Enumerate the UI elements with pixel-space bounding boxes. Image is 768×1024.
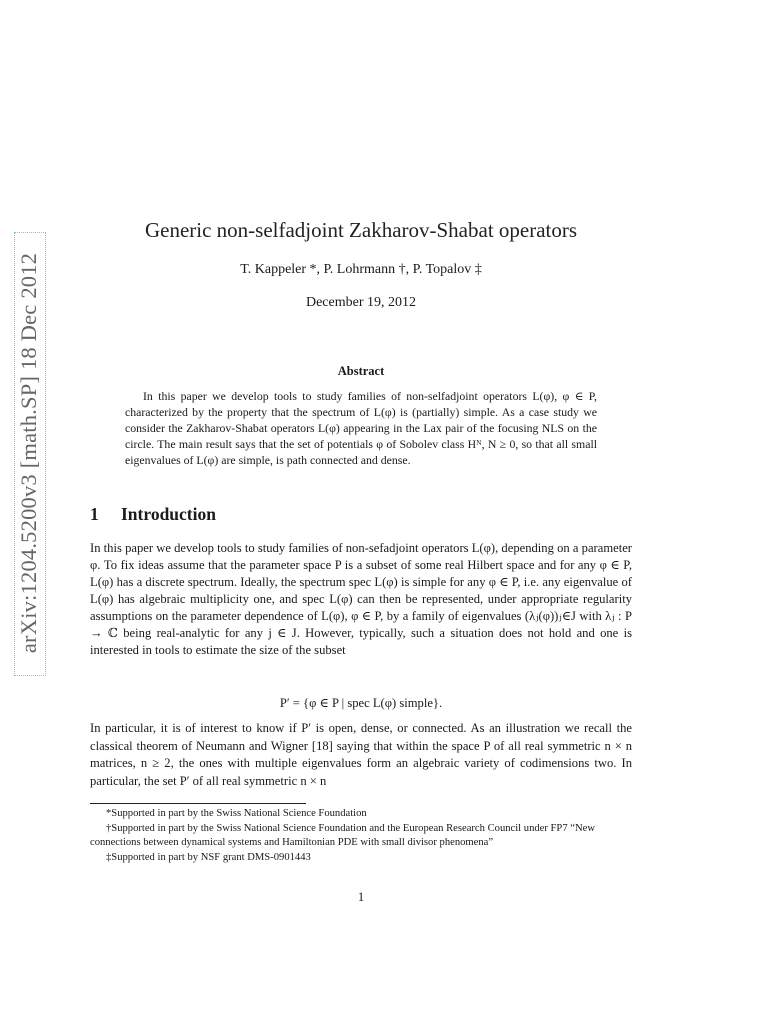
footnote-3: ‡Supported in part by NSF grant DMS-0901443 [106, 851, 311, 863]
footnote-1: *Supported in part by the Swiss National Science Foundation [106, 808, 367, 819]
citation-link[interactable]: 18 [316, 738, 329, 753]
footnote-rule [90, 803, 306, 804]
abstract-heading: Abstract [337, 364, 385, 378]
abstract-body: In this paper we develop tools to study families of non-selfadjoint operators L(φ), φ ∈ P, characterized by the property that the spectrum of L(φ) is (partially) simple. As a case study we consider the Zakharov-Shabat operators L(φ) appearing in the Lax pair of the focusing NLS on the circle. The main result says that the set of potentials φ of Sobolev class Hᴺ, N ≥ 0, so that all small eigenvalues of L(φ) are simple, is path connected and dense. [125, 389, 597, 467]
section-number: 1 [90, 504, 99, 524]
intro-paragraph-1: In this paper we develop tools to study families of non-sefadjoint operators L(φ), depending on a parameter φ. To fix ideas assume that the parameter space P is a subset of some real Hilbert space and for any φ ∈ P, L(φ) has a discrete spectrum. Ideally, the spectrum spec L(φ) is simple for any φ ∈ P, i.e. any eigenvalue of L(φ) has algebraic multiplicity one, and spec L(φ) can then be represented, under appropriate regularity assumptions on the parameter dependence of L(φ), φ ∈ P, by a family of eigenvalues (λⱼ(φ))ⱼ∈J with λⱼ : P → ℂ being real-analytic for any j ∈ J. However, typically, such a situation does not hold and one is interested in tools to estimate the size of the subset [90, 541, 632, 657]
intro-paragraph-2 [90, 720, 632, 790]
authors: T. Kappeler *, P. Lohrmann †, P. Topalov ‡ [240, 262, 482, 277]
footnotes [90, 807, 632, 865]
footnote-2: †Supported in part by the Swiss National Science Foundation and the European Research Council under FP7 “New connections between dynamical systems and Hamiltonian PDE with small divisor phenomena” [90, 822, 595, 848]
paper-date: December 19, 2012 [305, 295, 417, 310]
arxiv-stamp: arXiv:1204.5200v3 [math.SP] 18 Dec 2012 [16, 252, 41, 654]
page-number: 1 [357, 890, 365, 904]
intro-paragraph-2-text: In particular, it is of interest to know if P′ is open, dense, or connected. As an illustration we recall the classical theorem of Neumann and Wigner [ [90, 721, 632, 753]
intro-paragraph-2-text-cont: ] saying that within the space P of all real symmetric n × n matrices, n ≥ 2, the ones with multiple eigenvalues form an algebraic variety of codimensions two. In particular, the set P′ of all real symmetric n × n [90, 738, 632, 788]
section-heading [90, 504, 216, 525]
section-title: Introduction [121, 504, 216, 524]
display-formula: P′ = {φ ∈ P | spec L(φ) simple}. [279, 696, 443, 710]
paper-title: Generic non-selfadjoint Zakharov-Shabat operators [144, 218, 578, 242]
